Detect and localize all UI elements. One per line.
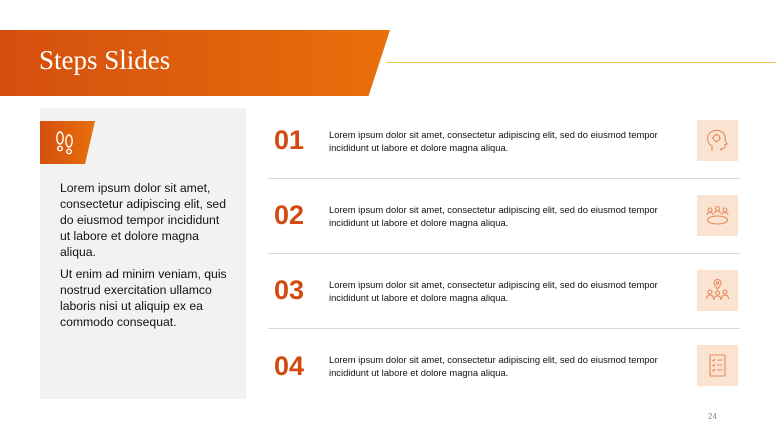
team-location-icon	[704, 277, 731, 304]
step-icon-box	[697, 120, 738, 161]
step-number: 02	[274, 200, 305, 230]
step-text: Lorem ipsum dolor sit amet, consectetur adipiscing elit, sed do eiusmod tempor incididunt ut labore et dolore magna aliqua.	[329, 279, 658, 303]
step-number: 01	[274, 125, 305, 155]
meeting-table-icon	[704, 202, 731, 229]
step-text: Lorem ipsum dolor sit amet, consectetur adipiscing elit, sed do eiusmod tempor incididunt ut labore et dolore magna aliqua.	[329, 129, 658, 153]
step-icon-box	[697, 195, 738, 236]
footprints-icon	[53, 130, 77, 156]
step-icon-box	[697, 345, 738, 386]
sidebar-paragraph-1: Lorem ipsum dolor sit amet, consectetur adipiscing elit, sed do eiusmod tempor incididunt ut labore et dolore magna aliqua.	[60, 181, 226, 259]
step-item	[270, 179, 740, 255]
footprints-badge	[40, 121, 95, 164]
step-item	[270, 329, 740, 405]
head-idea-icon	[704, 127, 731, 154]
checklist-icon	[704, 352, 731, 379]
step-icon-box	[697, 270, 738, 311]
slide-title: Steps Slides	[39, 45, 171, 75]
step-text: Lorem ipsum dolor sit amet, consectetur adipiscing elit, sed do eiusmod tempor incididunt ut labore et dolore magna aliqua.	[329, 354, 658, 378]
step-text: Lorem ipsum dolor sit amet, consectetur adipiscing elit, sed do eiusmod tempor incididunt ut labore et dolore magna aliqua.	[329, 204, 658, 228]
step-number: 03	[274, 275, 305, 305]
step-item	[270, 254, 740, 330]
step-item	[270, 103, 740, 179]
sidebar-paragraph-2: Ut enim ad minim veniam, quis nostrud exercitation ullamco laboris nisi ut aliquip ex ea commodo consequat.	[60, 267, 227, 329]
sidebar-panel	[40, 108, 246, 399]
step-number: 04	[274, 351, 305, 381]
page-number: 24	[708, 412, 717, 421]
title-rule-line	[386, 62, 776, 63]
